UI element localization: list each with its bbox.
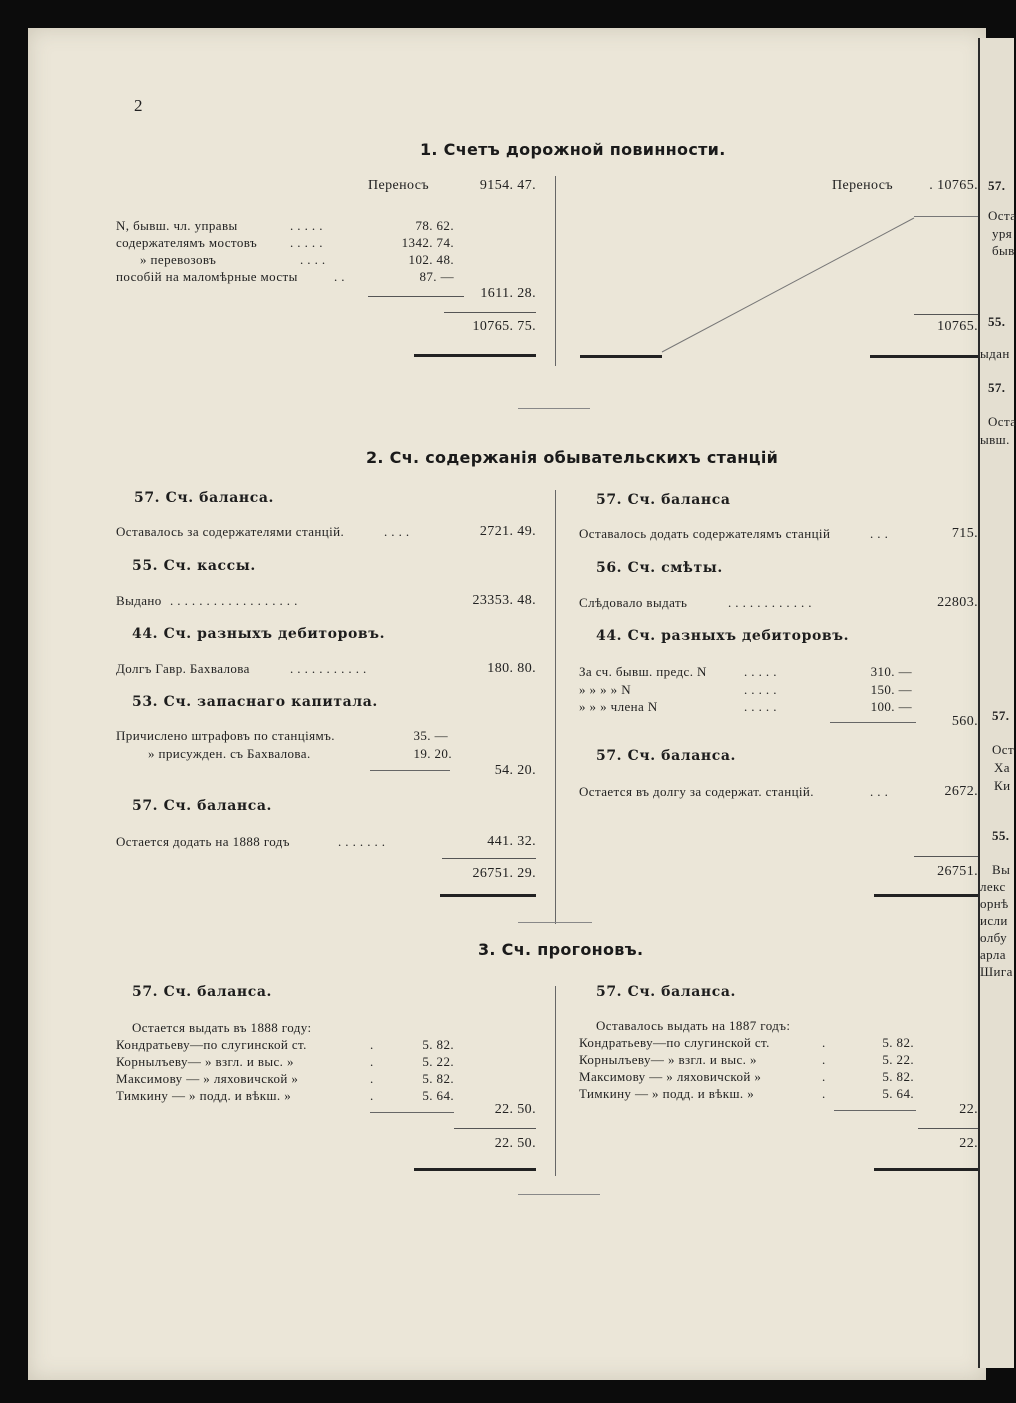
s1-row-value: 102. 48. xyxy=(408,252,454,267)
s2-left-total: 26751. 29. xyxy=(472,866,536,881)
strip-fragment: ыдан xyxy=(980,346,1010,361)
s2-right-subtotal: 560. xyxy=(951,714,978,729)
s3-right-row-value: 5. 22. xyxy=(882,1052,914,1067)
section1-title: 1. Счетъ дорожной повинности. xyxy=(420,140,726,159)
s2-left-row-label: Выдано xyxy=(116,593,162,608)
s3-right-row-value: 5. 82. xyxy=(882,1069,914,1084)
s2-right-row-value: 715. xyxy=(951,526,978,541)
strip-fragment: 57. xyxy=(988,380,1006,395)
s3-right-total-rule xyxy=(874,1168,986,1171)
column-divider xyxy=(555,490,556,924)
s2-right-row-label: Оставалось додать содержателямъ станцій xyxy=(579,526,831,541)
strip-fragment: олбу xyxy=(980,930,1008,945)
s2-left-row-value: 2721. 49. xyxy=(479,524,536,539)
s2-right-heading: 57. Сч. баланса xyxy=(596,492,731,508)
s2-right-heading: 44. Сч. разныхъ дебиторовъ. xyxy=(596,628,850,644)
s1-right-total-rule xyxy=(870,355,986,358)
s2-right-total: 26751. xyxy=(937,864,978,879)
s3-right-row-dots: . xyxy=(822,1069,826,1084)
s3-right-row-dots: . xyxy=(822,1052,826,1067)
strip-fragment: Оста xyxy=(988,208,1016,223)
s1-left-total-rule xyxy=(414,354,536,357)
s2-right-row-dots: . . . . . xyxy=(744,664,777,679)
document-page xyxy=(28,28,986,1380)
s3-right-row-label: Максимову — » ляховичской » xyxy=(579,1069,762,1084)
s3-left-row-dots: . xyxy=(370,1071,374,1086)
s2-left-row-value: 441. 32. xyxy=(487,834,536,849)
s2-left-total-rule xyxy=(440,894,536,897)
strip-fragment: уря xyxy=(992,226,1013,241)
s2-right-row-value: 100. — xyxy=(870,699,912,714)
column-divider xyxy=(555,986,556,1176)
s3-left-total-rule xyxy=(414,1168,536,1171)
s1-left-total: 10765. 75. xyxy=(472,319,536,334)
s2-right-row-label: Остается въ долгу за содержат. станцій. xyxy=(579,784,814,799)
page-number: 2 xyxy=(134,96,143,115)
s2-left-subtotal: 54. 20. xyxy=(494,763,536,778)
s2-left-row-dots: . . . . . . . . . . . . . . . . . . xyxy=(170,593,298,608)
s1-row-dots: . . xyxy=(334,269,345,284)
s1-row-label: содержателямъ мостовъ xyxy=(116,235,258,250)
s3-right-row-label: Корнылъеву— » взгл. и выс. » xyxy=(579,1052,757,1067)
section-separator xyxy=(518,922,592,923)
s3-right-row-value: 5. 64. xyxy=(882,1086,914,1101)
s2-right-heading: 57. Сч. баланса. xyxy=(596,748,737,764)
strip-fragment: 55. xyxy=(988,314,1006,329)
s2-left-row-label: » присужден. съ Бахвалова. xyxy=(148,746,311,761)
s2-left-heading: 57. Сч. баланса. xyxy=(134,490,275,506)
s2-left-row-dots: . . . . . . . . . . . xyxy=(290,661,367,676)
s3-left-heading: 57. Сч. баланса. xyxy=(132,984,273,1000)
section2-title: 2. Сч. содержанія обывательскихъ станцій xyxy=(366,448,779,467)
s2-left-row-value: 23353. 48. xyxy=(472,593,536,608)
s1-row-dots: . . . . . xyxy=(290,235,323,250)
s1-row-value: 1342. 74. xyxy=(401,235,454,250)
s2-right-row-label: Слѣдовало выдать xyxy=(579,595,688,610)
s2-right-heading: 56. Сч. смѣты. xyxy=(596,560,723,576)
s2-right-row-value: 2672. xyxy=(944,784,978,799)
s2-left-heading: 44. Сч. разныхъ дебиторовъ. xyxy=(132,626,386,642)
s1-right-carry-value: . 10765. xyxy=(929,178,978,193)
s2-left-row-dots: . . . . . . . xyxy=(338,834,386,849)
s1-left-carry-label: Переносъ xyxy=(368,178,430,193)
section-separator xyxy=(518,408,590,409)
s2-right-row-dots: . . . . . . . . . . . . xyxy=(728,595,812,610)
s3-left-row-dots: . xyxy=(370,1088,374,1103)
s2-left-row-label: Остается додать на 1888 годъ xyxy=(116,834,290,849)
s3-right-heading: 57. Сч. баланса. xyxy=(596,984,737,1000)
s2-left-heading: 57. Сч. баланса. xyxy=(132,798,273,814)
s2-right-row-label: За сч. бывш. предс. N xyxy=(579,664,707,679)
s1-row-value: 87. — xyxy=(419,269,454,284)
s2-right-row-value: 22803. xyxy=(937,595,978,610)
s2-right-row-label: » » » » N xyxy=(579,682,631,697)
strip-fragment: лекс xyxy=(980,879,1006,894)
s2-left-row-label: Долгъ Гавр. Бахвалова xyxy=(116,661,250,676)
strip-fragment: Ост xyxy=(992,742,1015,757)
strip-fragment: Ки xyxy=(994,778,1011,793)
s2-right-total-rule xyxy=(874,894,986,897)
s3-right-subtotal: 22. xyxy=(959,1102,978,1117)
s2-left-row-value: 180. 80. xyxy=(487,661,536,676)
strip-fragment: ывш. xyxy=(980,432,1010,447)
s2-left-row-label: Причислено штрафовъ по станціямъ. xyxy=(116,728,335,743)
column-divider xyxy=(555,176,556,366)
s3-left-row-value: 5. 64. xyxy=(422,1088,454,1103)
s3-left-total: 22. 50. xyxy=(494,1136,536,1151)
s3-right-row-value: 5. 82. xyxy=(882,1035,914,1050)
s3-left-row-label: Кондратьеву—по слугинской ст. xyxy=(116,1037,307,1052)
s1-row-dots: . . . . . xyxy=(290,218,323,233)
s2-right-row-dots: . . . xyxy=(870,784,889,799)
s2-left-heading: 53. Сч. запаснаго капитала. xyxy=(132,694,378,710)
s1-right-rule xyxy=(580,355,662,358)
s3-right-intro: Оставалось выдать на 1887 годъ: xyxy=(596,1018,791,1033)
s1-left-carry-value: 9154. 47. xyxy=(479,178,536,193)
strip-fragment: исли xyxy=(980,913,1008,928)
s3-left-row-value: 5. 22. xyxy=(422,1054,454,1069)
s2-right-row-value: 310. — xyxy=(870,664,912,679)
strip-fragment: 57. xyxy=(992,708,1010,723)
s3-left-row-dots: . xyxy=(370,1054,374,1069)
strip-fragment: арла xyxy=(980,947,1006,962)
strip-fragment: Шига xyxy=(980,964,1013,979)
strip-fragment: Оста xyxy=(988,414,1016,429)
cancel-diagonal-line xyxy=(658,216,918,356)
s1-left-subtotal: 1611. 28. xyxy=(480,286,536,301)
s1-row-label: » перевозовъ xyxy=(140,252,217,267)
s3-left-row-label: Корнылъеву— » взгл. и выс. » xyxy=(116,1054,294,1069)
s3-left-row-value: 5. 82. xyxy=(422,1071,454,1086)
s2-right-row-value: 150. — xyxy=(870,682,912,697)
s1-right-carry-label: Переносъ xyxy=(832,178,894,193)
s2-left-row-value: 19. 20. xyxy=(413,746,452,761)
strip-fragment: 55. xyxy=(992,828,1010,843)
s3-left-subtotal: 22. 50. xyxy=(494,1102,536,1117)
strip-fragment: орнѣ xyxy=(980,896,1009,911)
s2-left-row-label: Оставалось за содержателями станцій. xyxy=(116,524,345,539)
s1-row-dots: . . . . xyxy=(300,252,326,267)
strip-fragment: Ха xyxy=(994,760,1010,775)
s3-left-row-label: Максимову — » ляховичской » xyxy=(116,1071,299,1086)
s3-right-row-dots: . xyxy=(822,1086,826,1101)
s3-right-row-label: Тимкину — » подд. и вѣкш. » xyxy=(579,1086,755,1101)
s3-right-total: 22. xyxy=(959,1136,978,1151)
s2-left-row-value: 35. — xyxy=(413,728,448,743)
s3-left-row-dots: . xyxy=(370,1037,374,1052)
s3-left-row-label: Тимкину — » подд. и вѣкш. » xyxy=(116,1088,292,1103)
s2-right-row-dots: . . . . . xyxy=(744,682,777,697)
s3-right-row-label: Кондратьеву—по слугинской ст. xyxy=(579,1035,770,1050)
s1-right-total: 10765. xyxy=(937,319,978,334)
s1-row-label: пособій на маломѣрные мосты xyxy=(116,269,298,284)
s2-right-row-dots: . . . . . xyxy=(744,699,777,714)
s2-left-heading: 55. Сч. кассы. xyxy=(132,558,256,574)
s3-right-row-dots: . xyxy=(822,1035,826,1050)
next-page-edge xyxy=(978,38,1014,1368)
s3-left-intro: Остается выдать въ 1888 году: xyxy=(132,1020,312,1035)
strip-fragment: 57. xyxy=(988,178,1006,193)
strip-fragment: быв xyxy=(992,243,1015,258)
s2-left-row-dots: . . . . xyxy=(384,524,410,539)
s1-row-label: N, бывш. чл. управы xyxy=(116,218,238,233)
section3-title: 3. Сч. прогоновъ. xyxy=(478,940,644,959)
s2-right-row-label: » » » члена N xyxy=(579,699,658,714)
section-separator xyxy=(518,1194,600,1195)
s1-row-value: 78. 62. xyxy=(415,218,454,233)
s3-left-row-value: 5. 82. xyxy=(422,1037,454,1052)
s2-right-row-dots: . . . xyxy=(870,526,889,541)
strip-fragment: Вы xyxy=(992,862,1011,877)
